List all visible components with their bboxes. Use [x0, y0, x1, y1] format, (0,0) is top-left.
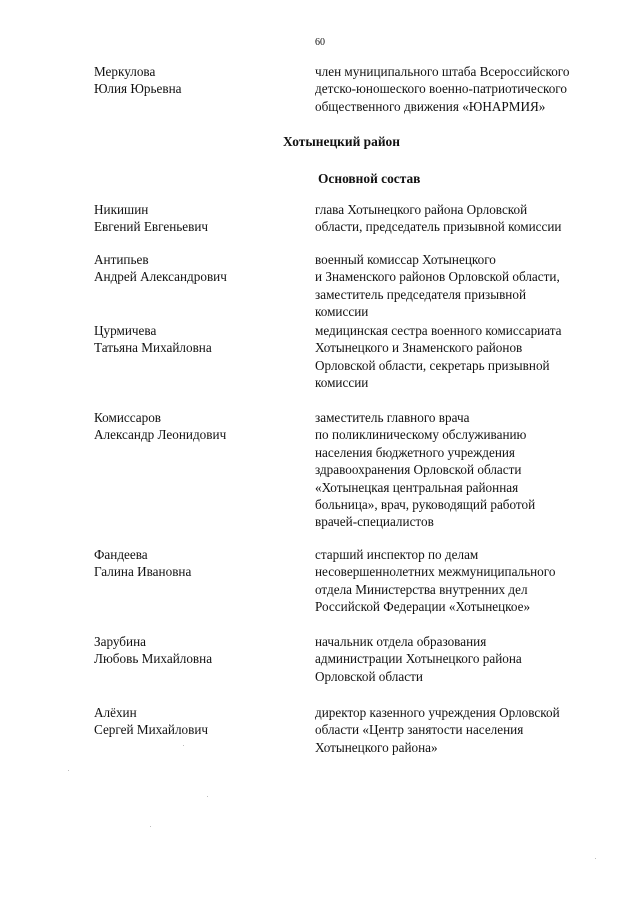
- role-line: детско-юношеского военно-патриотического: [315, 81, 567, 97]
- name-line: Евгений Евгеньевич: [94, 219, 209, 235]
- name-line: Никишин: [94, 202, 149, 217]
- role-line: по поликлиническому обслуживанию: [315, 427, 527, 443]
- member-name: [94, 409, 294, 444]
- role-line: заместитель председателя призывной: [315, 286, 526, 302]
- name-line: Меркулова: [94, 64, 156, 79]
- role-line: области «Центр занятости населения: [315, 722, 524, 738]
- name-line: Цурмичева: [94, 323, 157, 338]
- role-line: врачей-специалистов: [315, 514, 434, 530]
- role-line: Орловской области, секретарь призывной: [315, 357, 550, 373]
- member-role: [315, 251, 615, 321]
- name-line: Алёхин: [94, 705, 137, 720]
- member-name: [94, 633, 294, 668]
- role-line: населения бюджетного учреждения: [315, 444, 515, 460]
- role-line: области, председатель призывной комиссии: [315, 219, 562, 235]
- member-role: [315, 633, 615, 685]
- scan-speck: [595, 858, 596, 859]
- role-line: больница», врач, руководящий работой: [315, 497, 536, 513]
- role-line: заместитель главного врача: [315, 410, 470, 425]
- page-number: 60: [315, 37, 325, 48]
- role-line: отдела Министерства внутренних дел: [315, 581, 528, 597]
- name-line: Зарубина: [94, 634, 146, 649]
- role-line: здравоохранения Орловской области: [315, 462, 522, 478]
- member-name: [94, 704, 294, 739]
- scan-speck: [183, 745, 184, 746]
- name-line: Юлия Юрьевна: [94, 81, 182, 97]
- member-role: [315, 409, 615, 531]
- role-line: Российской Федерации «Хотынецкое»: [315, 599, 531, 615]
- composition-heading: Основной состав: [318, 171, 421, 186]
- name-line: Андрей Александрович: [94, 269, 227, 285]
- district-heading: Хотынецкий район: [283, 134, 400, 149]
- member-name: [94, 201, 294, 236]
- member-role: [315, 704, 615, 756]
- name-line: Александр Леонидович: [94, 427, 227, 443]
- member-name: [94, 251, 294, 286]
- role-line: Хотынецкого района»: [315, 739, 438, 755]
- name-line: Сергей Михайлович: [94, 722, 209, 738]
- role-line: старший инспектор по делам: [315, 547, 479, 562]
- scan-speck: [207, 796, 208, 797]
- role-line: и Знаменского районов Орловской области,: [315, 269, 560, 285]
- scan-speck: [68, 770, 69, 771]
- member-role: [315, 201, 615, 236]
- scan-speck: [150, 826, 151, 827]
- name-line: Любовь Михайловна: [94, 651, 213, 667]
- member-name: [94, 322, 294, 357]
- member-name: [94, 546, 294, 581]
- member-name: [94, 63, 294, 98]
- name-line: Татьяна Михайловна: [94, 340, 212, 356]
- role-line: «Хотынецкая центральная районная: [315, 479, 519, 495]
- role-line: военный комиссар Хотынецкого: [315, 252, 496, 267]
- member-role: [315, 322, 615, 392]
- role-line: член муниципального штаба Всероссийского: [315, 64, 570, 79]
- role-line: начальник отдела образования: [315, 634, 487, 649]
- role-line: глава Хотынецкого района Орловской: [315, 202, 528, 217]
- member-role: [315, 63, 615, 115]
- role-line: медицинская сестра военного комиссариата: [315, 323, 562, 338]
- role-line: комиссии: [315, 304, 369, 320]
- role-line: общественного движения «ЮНАРМИЯ»: [315, 98, 546, 114]
- role-line: несовершеннолетних межмуниципального: [315, 564, 556, 580]
- role-line: Орловской области: [315, 668, 423, 684]
- role-line: директор казенного учреждения Орловской: [315, 705, 560, 720]
- name-line: Комиссаров: [94, 410, 162, 425]
- role-line: комиссии: [315, 375, 369, 391]
- name-line: Фандеева: [94, 547, 148, 562]
- role-line: администрации Хотынецкого района: [315, 651, 522, 667]
- name-line: Галина Ивановна: [94, 564, 192, 580]
- role-line: Хотынецкого и Знаменского районов: [315, 340, 523, 356]
- member-role: [315, 546, 615, 616]
- name-line: Антипьев: [94, 252, 149, 267]
